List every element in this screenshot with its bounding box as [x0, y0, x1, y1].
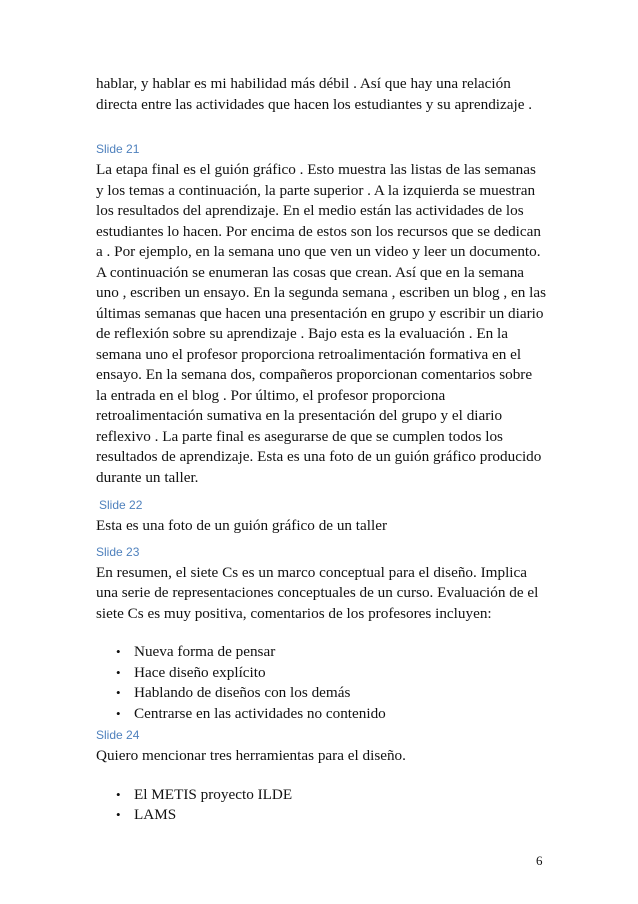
bullet-icon: • [116, 807, 121, 822]
slide-23-paragraph: En resumen, el siete Cs es un marco conceptual para el diseño. Implica una serie de representaciones conceptuales de un curso. Evaluación de el siete Cs es muy positiva, comentarios de los profesores incluyen: [96, 563, 539, 622]
bullet-icon: • [116, 685, 121, 700]
intro-paragraph: hablar, y hablar es mi habilidad más débil . Así que hay una relación directa entre las actividades que hacen los estudiantes y su aprendizaje . [96, 75, 533, 113]
list-item: • LAMS [116, 805, 546, 826]
list-item: • Centrarse en las actividades no contenido [116, 704, 546, 725]
bullet-icon: • [116, 705, 121, 721]
page-number: 6 [536, 853, 543, 868]
slide-24-bullet-list [96, 785, 546, 826]
slide-label-23: Slide 23 [96, 544, 140, 559]
slide-24-paragraph: Quiero mencionar tres herramientas para el diseño. [96, 747, 406, 764]
list-item: • Hace diseño explícito [116, 663, 546, 684]
bullet-icon: • [116, 644, 121, 659]
slide-22-paragraph: Esta es una foto de un guión gráfico de un taller [96, 517, 388, 534]
slide-23-bullet-list [96, 642, 546, 724]
page-content [96, 74, 546, 826]
slide-21-paragraph: La etapa final es el guión gráfico . Esto muestra las listas de las semanas y los temas a continuación, la parte superior . A la izquierda se muestran los resultados del aprendizaje. En el medio están las actividades de los estudiantes lo hacen. Por encima de estos son los recursos que se dedican a . Por ejemplo, en la semana uno que ven un video y leer un documento. A continuación se enumeran las cosas que crean. Así que en la semana uno , escriben un ensayo. En la segunda semana , escriben un blog , en las últimas semanas que hacen una presentación en grupo y escribir un diario de reflexión sobre su aprendizaje . Bajo esta es la evaluación . En la semana uno el profesor proporciona retroalimentación formativa en el ensayo. En la semana dos, compañeros proporcionan comentarios sobre la entrada en el blog . Por último, el profesor proporciona retroalimentación sumativa en la presentación del grupo y el diario reflexivo . La parte final es asegurarse de que se cumplen todos los resultados de aprendizaje. Esta es una foto de un guión gráfico producido durante un taller. [96, 161, 547, 486]
list-item: • Hablando de diseños con los demás [116, 683, 546, 704]
slide-label-22: Slide 22 [99, 498, 143, 512]
list-item: • El METIS proyecto ILDE [116, 785, 546, 806]
list-item: • Nueva forma de pensar [116, 642, 546, 663]
slide-label-21: Slide 21 [96, 142, 140, 156]
bullet-icon: • [116, 664, 121, 680]
slide-label-24: Slide 24 [96, 728, 140, 742]
bullet-icon: • [116, 786, 121, 802]
